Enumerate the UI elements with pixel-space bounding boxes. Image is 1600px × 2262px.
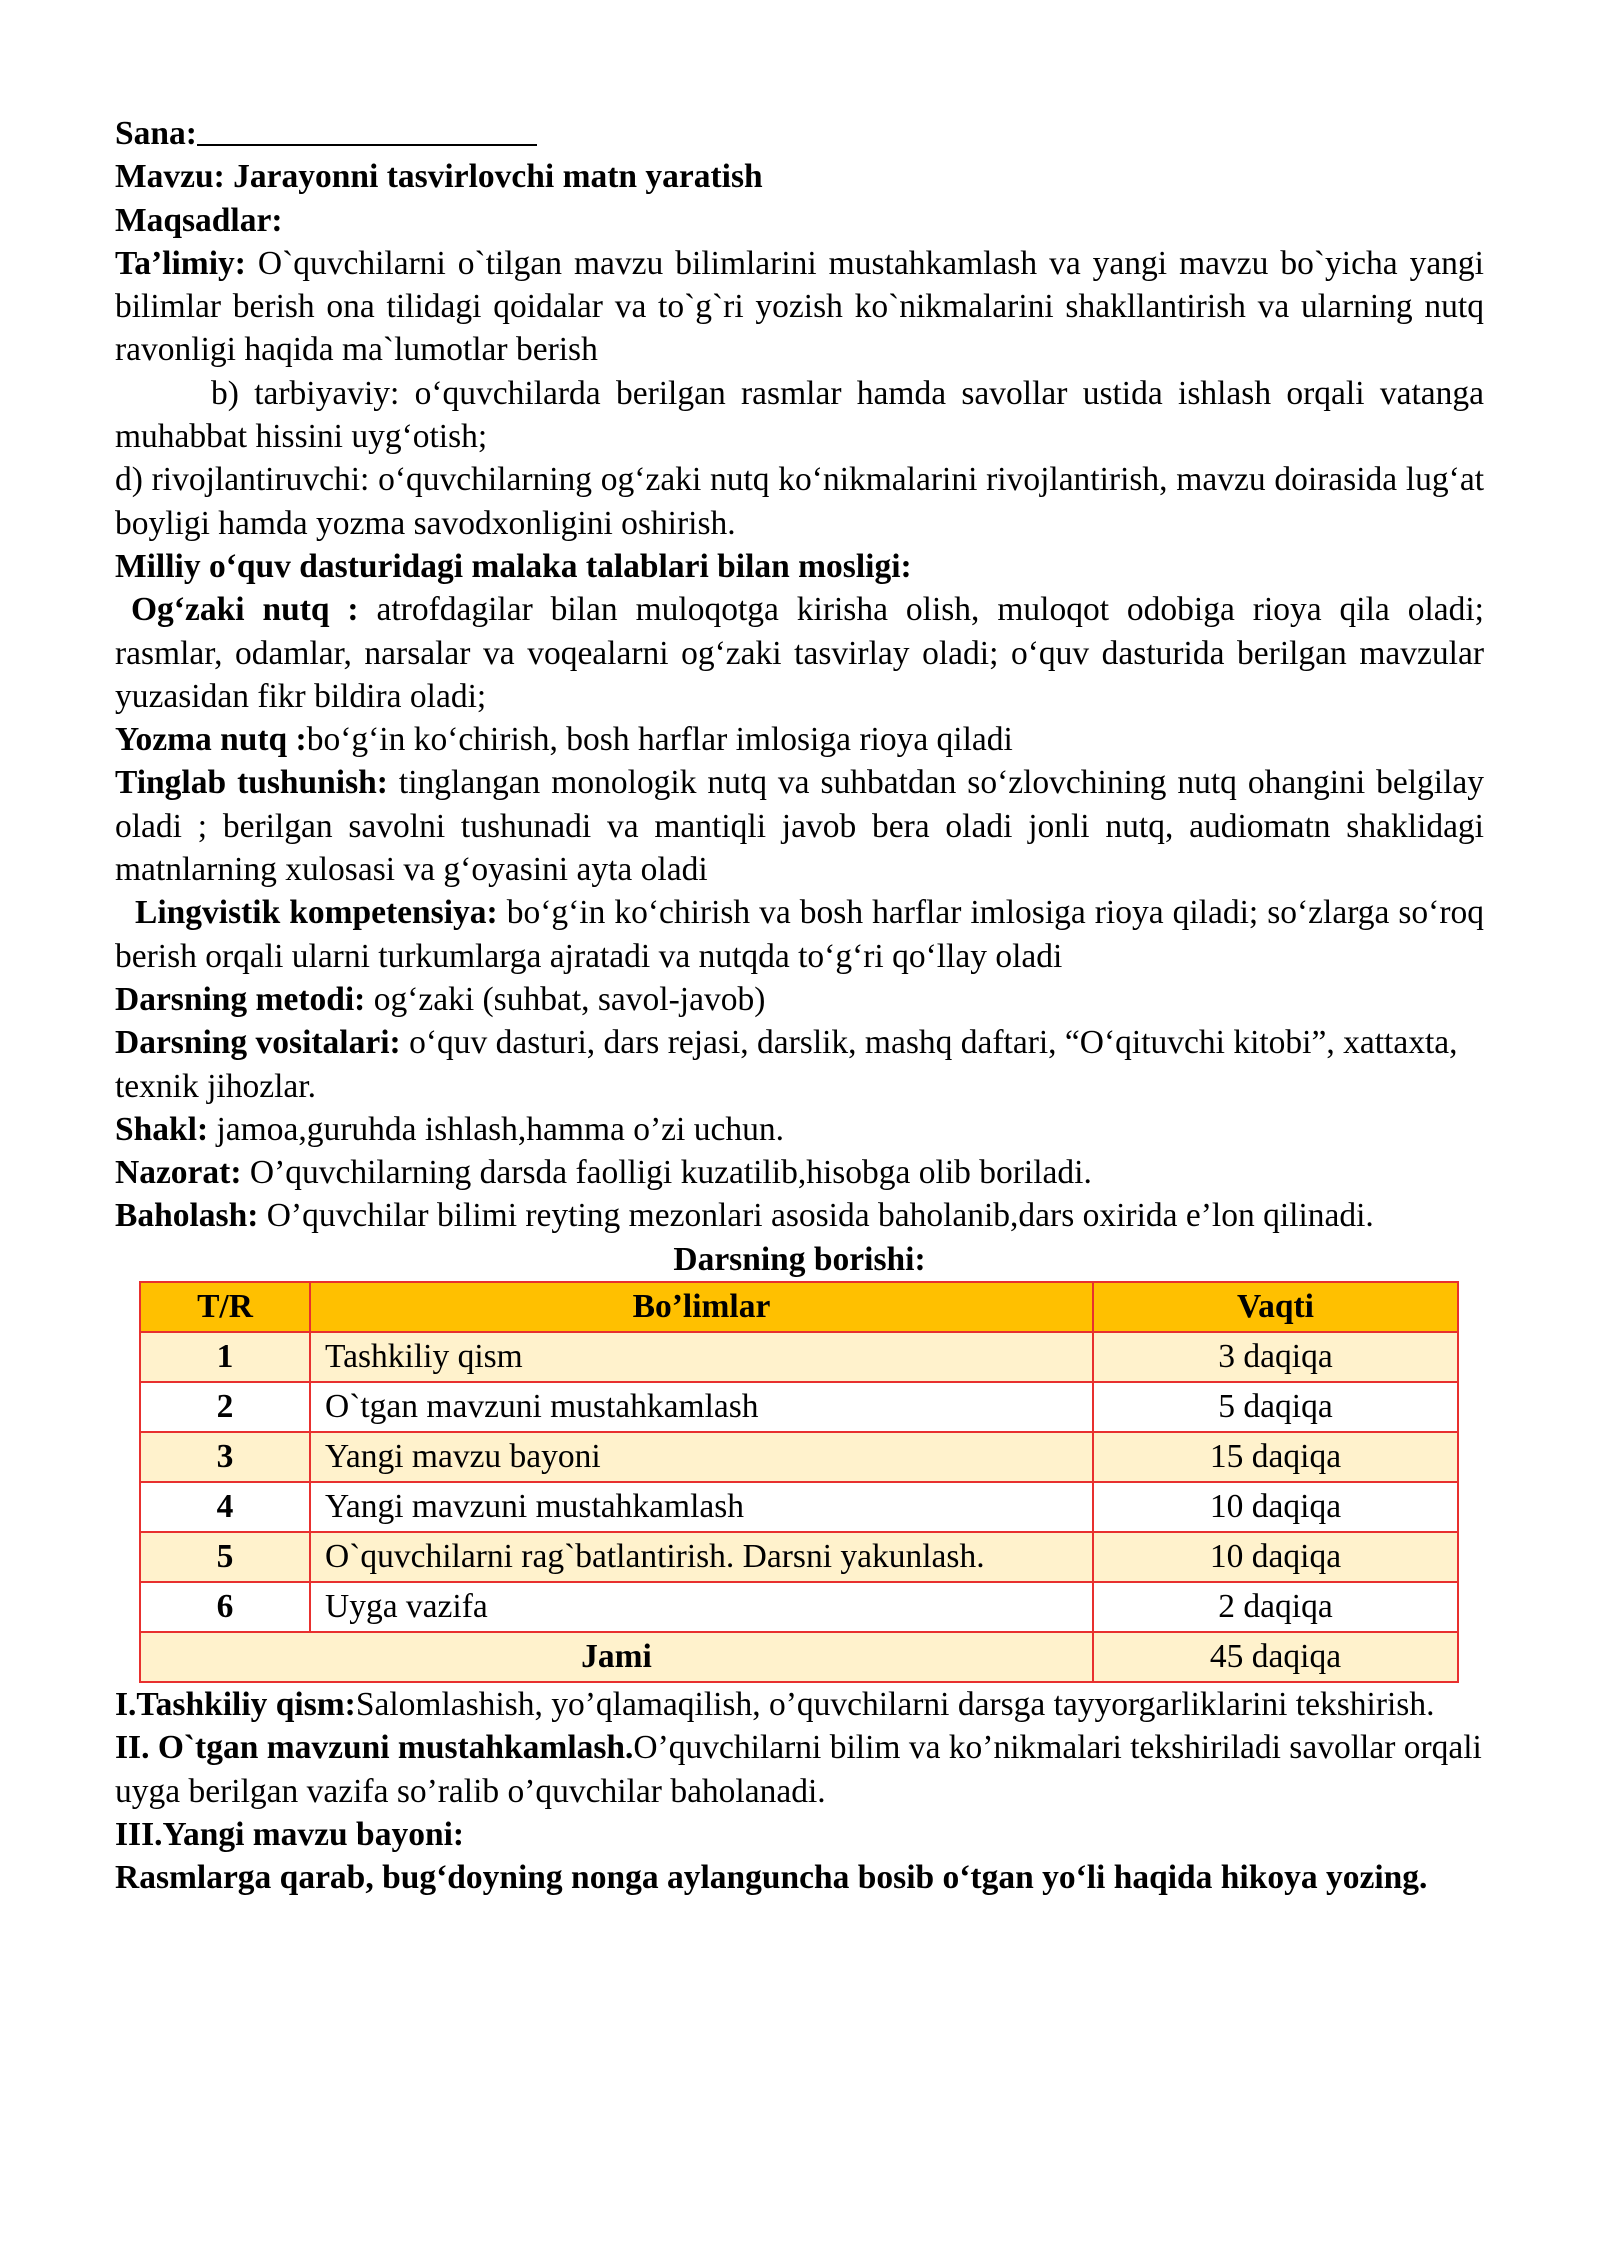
- row-section: Tashkiliy qism: [310, 1332, 1093, 1382]
- lesson-form: [115, 1108, 1484, 1151]
- standard-listening-text: tinglangan monologik nutq va suhbatdan so‘zlovchining nutq ohangini belgilay oladi ; berilgan savolni tushunadi va mantiqli javob bera oladi jonli nutq, audiomatn shaklidagi matnlarning xulosasi va g‘oyasini ayta oladi: [115, 764, 1484, 889]
- standards-heading: Milliy o‘quv dasturidagi malaka talablari bilan mosligi:: [115, 547, 912, 585]
- table-row: [140, 1432, 1458, 1482]
- standard-linguistic: [115, 891, 1484, 978]
- row-section: Yangi mavzu bayoni: [310, 1432, 1093, 1482]
- header-time: Vaqti: [1093, 1282, 1458, 1332]
- goal-developmental: d) rivojlantiruvchi: o‘quvchilarning og‘zaki nutq ko‘nikmalarini rivojlantirish, mavzu doirasida lug‘at boyligi hamda yozma savodxonligini oshirish.: [115, 461, 1484, 542]
- header-number: T/R: [140, 1282, 310, 1332]
- topic-line: Mavzu: Jarayonni tasvirlovchi matn yaratish: [115, 158, 763, 196]
- table-row: [140, 1482, 1458, 1532]
- header-sections: Bo’limlar: [310, 1282, 1093, 1332]
- date-blank-line: [197, 112, 537, 146]
- table-row: [140, 1382, 1458, 1432]
- row-number: 2: [140, 1382, 310, 1432]
- section-review-label: II. O`tgan mavzuni mustahkamlash.: [115, 1729, 634, 1767]
- lesson-method-text: og‘zaki (suhbat, savol-javob): [365, 980, 766, 1018]
- goal-educational-text: O`quvchilarni o`tilgan mavzu bilimlarini mustahkamlash va yangi mavzu bo`yicha yangi bilimlar berish ona tilidagi qoidalar va to`g`ri yozish ko`nikmalarini shakllantirish va ularning nutq ravonligi haqida ma`lumotlar berish: [115, 244, 1484, 369]
- section-review: [115, 1726, 1484, 1813]
- row-number: 3: [140, 1432, 310, 1482]
- standard-oral-text: atrofdagilar bilan muloqotga kirisha olish, muloqot odobiga rioya qila oladi; rasmlar, odamlar, narsalar va voqealarni og‘zaki tasvirlay oladi; o‘quv dasturida berilgan mavzular yuzasidan fikr bildira oladi;: [115, 591, 1484, 715]
- date-label: Sana:: [115, 115, 197, 152]
- goal-educational-label: Ta’limiy:: [115, 244, 246, 282]
- goals-heading: Maqsadlar:: [115, 201, 283, 239]
- lesson-assessment-label: Baholash:: [115, 1197, 259, 1235]
- lesson-method-label: Darsning metodi:: [115, 980, 366, 1018]
- section-organizational-text: Salomlashish, yo’qlamaqilish, o’quvchilarni darsga tayyorgarliklarini tekshirish.: [355, 1686, 1435, 1724]
- lesson-tools-text: o‘quv dasturi, dars rejasi, darslik, mashq daftari, “O‘qituvchi kitobi”, xattaxta, texnik jihozlar.: [115, 1024, 1458, 1105]
- table-row: [140, 1532, 1458, 1582]
- standard-written-text: bo‘g‘in ko‘chirish, bosh harflar imlosiga rioya qiladi: [306, 721, 1013, 759]
- row-section: O`quvchilarni rag`batlantirish. Darsni yakunlash.: [310, 1532, 1093, 1582]
- row-section: O`tgan mavzuni mustahkamlash: [310, 1382, 1093, 1432]
- row-section: Uyga vazifa: [310, 1582, 1093, 1632]
- standard-listening: [115, 761, 1484, 891]
- lesson-control: [115, 1151, 1484, 1194]
- standard-written-speech: [115, 718, 1484, 761]
- section-organizational: [115, 1683, 1484, 1726]
- standard-listening-label: Tinglab tushunish:: [115, 764, 388, 802]
- row-time: 2 daqiqa: [1093, 1582, 1458, 1632]
- date-line: [115, 112, 1484, 155]
- row-time: 5 daqiqa: [1093, 1382, 1458, 1432]
- row-time: 15 daqiqa: [1093, 1432, 1458, 1482]
- lesson-tools: [115, 1021, 1484, 1108]
- table-row: [140, 1582, 1458, 1632]
- standard-oral-speech: [115, 588, 1484, 718]
- new-topic-task: Rasmlarga qarab, bug‘doyning nonga aylanguncha bosib o‘tgan yo‘li haqida hikoya yozing.: [115, 1859, 1428, 1897]
- lesson-flow-table: [139, 1281, 1459, 1683]
- table-header-row: [140, 1282, 1458, 1332]
- row-time: 10 daqiqa: [1093, 1532, 1458, 1582]
- lesson-form-text: jamoa,guruhda ishlash,hamma o’zi uchun.: [208, 1110, 784, 1148]
- lesson-assessment-text: O’quvchilar bilimi reyting mezonlari asosida baholanib,dars oxirida e’lon qilinadi.: [258, 1197, 1374, 1235]
- row-number: 6: [140, 1582, 310, 1632]
- lesson-form-label: Shakl:: [115, 1110, 209, 1148]
- lesson-control-text: O’quvchilarning darsda faolligi kuzatilib,hisobga olib boriladi.: [241, 1154, 1092, 1192]
- row-number: 1: [140, 1332, 310, 1382]
- goal-upbringing: b) tarbiyaviy: o‘quvchilarda berilgan rasmlar hamda savollar ustida ishlash orqali vatanga muhabbat hissini uyg‘otish;: [115, 374, 1484, 456]
- table-total-row: [140, 1632, 1458, 1682]
- lesson-assessment: [115, 1194, 1484, 1237]
- standard-linguistic-label: Lingvistik kompetensiya:: [135, 894, 498, 932]
- row-number: 4: [140, 1482, 310, 1532]
- section-organizational-label: I.Tashkiliy qism:: [115, 1686, 356, 1724]
- row-section: Yangi mavzuni mustahkamlash: [310, 1482, 1093, 1532]
- section-review-text: O’quvchilarni bilim va ko’nikmalari tekshiriladi savollar orqali uyga berilgan vazifa so’ralib o’quvchilar baholanadi.: [115, 1729, 1482, 1810]
- lesson-method: [115, 978, 1484, 1021]
- row-time: 3 daqiqa: [1093, 1332, 1458, 1382]
- row-number: 5: [140, 1532, 310, 1582]
- total-label: Jami: [140, 1632, 1093, 1682]
- section-new-topic-label: III.Yangi mavzu bayoni:: [115, 1815, 465, 1853]
- lesson-flow-title: Darsning borishi:: [673, 1240, 926, 1278]
- table-row: [140, 1332, 1458, 1382]
- goal-educational: [115, 242, 1484, 372]
- row-time: 10 daqiqa: [1093, 1482, 1458, 1532]
- standard-written-label: Yozma nutq :: [115, 721, 307, 759]
- standard-oral-label: Og‘zaki nutq :: [131, 591, 359, 629]
- total-time: 45 daqiqa: [1093, 1632, 1458, 1682]
- standard-linguistic-text: bo‘g‘in ko‘chirish va bosh harflar imlosiga rioya qiladi; so‘zlarga so‘roq berish orqali ularni turkumlarga ajratadi va nutqda to‘g‘ri qo‘llay oladi: [115, 894, 1484, 975]
- lesson-tools-label: Darsning vositalari:: [115, 1024, 401, 1062]
- lesson-control-label: Nazorat:: [115, 1154, 242, 1192]
